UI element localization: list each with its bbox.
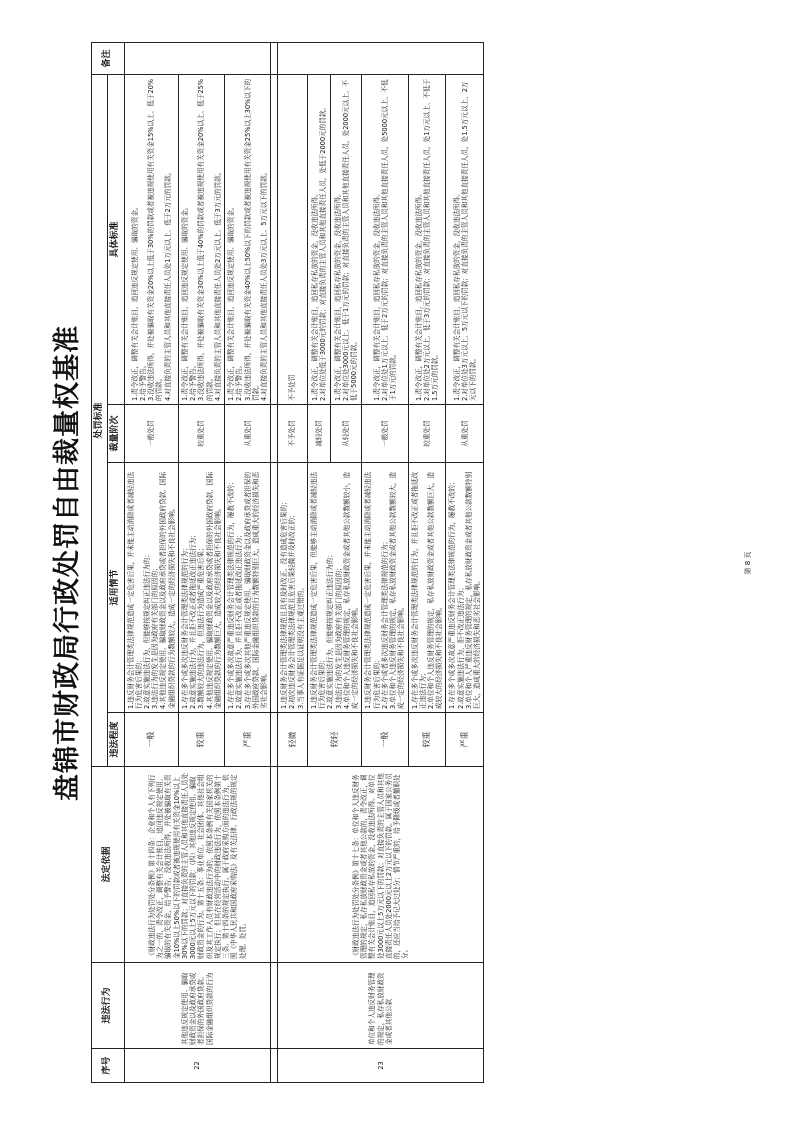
- header-remark: 备注: [91, 42, 124, 74]
- row23-general-level: 一般处罚: [361, 405, 407, 463]
- row23-grave-detail: 1.责令改正，调整有关会计账目，追回私存私放的资金，没收违法所得。 2.对单位处3万元以上、5万元以下的罚款；对直接负责的主管人员和其他直接责任人员，处1.5万元以上、2万元以下的罚款。: [445, 74, 483, 404]
- page-number: 第 8 页: [743, 551, 752, 575]
- header-level: 裁量阶次: [107, 405, 123, 463]
- row-separator: [270, 42, 277, 1082]
- header-standard: 处罚标准: [91, 74, 107, 766]
- header-act: 违法行为: [91, 963, 124, 1049]
- row23-act: 单位和个人违反财务管理的规定，私存私放财政资金或者其他公款: [277, 963, 483, 1049]
- row23-general-circumstance: 1.违反财务会计管理类法律规范造成一定危害后果，并未能主动消除或者减轻违法行为危害后果的； 2.存在多个或者多次违反财务会计管理类法律规范的行为； 3.单位和个人违反财务管理的规定，私存私放财政资金或者其他公款数额较大，造成一定的经济损失和不良社会影响。: [361, 463, 407, 713]
- row23-serious-circumstance: 1.存在多个或多次违反财务会计管理类法律规范的行为，并且拒不改正或者拖延改正违法行为； 2.单位和个人违反财务管理的规定，私存私放财政资金或者其他公款数额巨大，造成较大的经济损失和不良社会影响。: [408, 463, 446, 713]
- row23-minor-level: 不予处罚: [277, 405, 307, 463]
- row23-basis: 《财政违法行为处罚处分条例》第十七条：单位和个人违反财务管理的规定，私存私放财政资金或者其他公款的，责令改正，调整有关会计账目，追回私存私放的资金，没收违法所得。对单位处3000元以上5万元以下的罚款；对直接负责的主管人员和其他直接责任人员处2000元以上2万元以下的罚款。属于国家公务员的，还应当给予记大过处分；情节严重的，给予降级或者撤职处分。: [277, 767, 483, 963]
- row22-remark: [124, 42, 271, 74]
- page-title: 盘锦市财政局行政处罚自由裁量权基准: [51, 325, 83, 801]
- rotated-content: [39, 43, 759, 1083]
- table-row: [277, 42, 307, 1082]
- row22-grave-circumstance: 1.存在多个或多次故意严重违反财务会计管理类法律规范的行为，屡教不改的； 2.故意实施违法行为，并且拒不改正或者拖延改正违法行为； 3.存在多个或多次其他严重违反规定使用、骗取财政资金以及政府承贷或者担保的外国政府贷款、国际金融组织贷款的行为数额特别巨大，造成重大的经济损失和恶劣社会影响。: [224, 463, 270, 713]
- header-degree: 违法程度: [107, 713, 123, 767]
- row23-general-degree: 一般: [361, 713, 407, 767]
- row23-light-level-a: 减轻处罚: [307, 405, 330, 463]
- row23-minor-degree: 轻微: [277, 713, 307, 767]
- row23-serious-detail: 1.责令改正，调整有关会计账目，追回私存私放的资金，没收违法所得。 2.对单位处2万元以上、低于3万元的罚款；对直接负责的主管人员和其他直接责任人员，处1万元以上、不低于1.5万元的罚款。: [408, 74, 446, 404]
- row23-minor-detail: 不予处罚: [277, 74, 307, 404]
- row23-grave-degree: 严重: [445, 713, 483, 767]
- row23-light-circumstance: 1.违反财务会计管理类法律规范造成一定危害后果，但能够主动消除或者减轻违法行为危害后果的； 2.故意实施违法行为，但能够按规定纠正违法行为的； 3.违法行为的发生是因为政府有关部门的原因的； 4.单位和个人违反财务管理的规定，私存私放财政资金或者其他公款数额较小，造成一定的经济损失和不良社会影响。: [307, 463, 361, 713]
- row22-serious-circumstance: 1.存在多个或多次违反财务会计管理类法律规范的行为； 2.故意实施违法行为，并且拒不改正或者拖延改正违法行为； 3.数额较大的违法行为，但违法行为造成严重危害后果； 4.其他违反规定使用、骗取财政资金以及政府承贷或者担保的外国政府贷款、国际金融组织贷款的行为数额巨大，造成较大的经济损失和不良社会影响。: [178, 463, 224, 713]
- row22-general-circumstance: 1.违反财务会计管理类法律规范造成一定危害后果，并未能主动消除或者减轻违法行为危害后果的； 2.故意实施违法行为，但能够按规定纠正违法行为的； 3.违法行为的发生是因为政府有关部门的原因的； 4.其他违反规定使用、骗取财政资金以及政府承贷或者担保的外国政府贷款、国际金融组织贷款的行为数额较大，造成一定的经济损失和不良社会影响。: [124, 463, 178, 713]
- header-basis: 法定依据: [91, 767, 124, 963]
- row23-light-detail-b: 1.责令改正，调整有关会计账目，追回私存私放的资金，没收违法所得。 2.对单位处3000元以上、低于1万元的罚款；对直接负责的主管人员和其他直接责任人员，处2000元以上、不低于5000元的罚款。: [330, 74, 362, 404]
- table-row: [124, 42, 178, 1082]
- row22-grave-detail: 1.责令改正，调整有关会计账目，追回违反规定使用、骗取的资金。 2.给予警告。 3.没收违法所得，并处被骗取有关资金40%以上50%以下的罚款或者被违规使用有关资金25%以上30%以下的罚款。 4.对直接负责的主管人员和其他直接责任人员处3万元以上、5万元以下的罚款。: [224, 74, 270, 404]
- row22-grave-level: 从重处罚: [224, 405, 270, 463]
- penalty-table: [91, 42, 484, 1083]
- row22-serious-degree: 较重: [178, 713, 224, 767]
- row23-serious-level: 较重处罚: [408, 405, 446, 463]
- header-detail: 具体标准: [107, 74, 123, 404]
- row22-general-detail: 1.责令改正，调整有关会计账目，追回违反规定使用、骗取的资金。 2.给予警告。 3.没收违法所得，并处被骗取有关资金20%以上低于30%的罚款或者被违规使用有关资金15%以上、低于20%的罚款。 4.对直接负责的主管人员和其他直接责任人员处1万元以上、低于2万元的罚款。: [124, 74, 178, 404]
- row23-light-detail-a: 1.责令改正，调整有关会计账目，追回私存私放的资金，没收违法所得。 2.对单位处低于3000元的罚款；对直接负责的主管人员和其他直接责任人员，处低于2000元的罚款。: [307, 74, 330, 404]
- row23-seq: 23: [277, 1049, 483, 1083]
- row22-serious-level: 较重处罚: [178, 405, 224, 463]
- row22-serious-detail: 1.责令改正，调整有关会计账目，追回违反规定使用、骗取的资金。 2.给予警告。 3.没收违法所得，并处被骗取有关资金30%以上低于40%的罚款或者被违规使用有关资金20%以上、低于25%的罚款。 4.对直接负责的主管人员和其他直接责任人员处2万元以上、低于3万元的罚款。: [178, 74, 224, 404]
- row22-basis: 《财政违法行为处罚处分条例》第十四条：企业和个人有下列行为之一的，责令改正，调整有关会计账目，追回违反规定使用、骗取的有关资金，给予警告，没收违法所得，并处被骗取有关资金10%以上50%以下的罚款或者被违规使用有关资金10%以上30%以下的罚款；对直接负责的主管人员和其他直接责任人员处3000元以上5万元以下的罚款：（四）其他违反规定使用、骗取财政资金的行为。第十五条：事业单位、社会团体、其他社会组织及其工作人员有财政违法行为的，依照本条例有关国家机关的规定执行；但其在经营活动中的财政违法行为，依照本条例第十三条、第十四条的规定执行。属于政府采购方面的违法行为，依照《中华人民共和国政府采购法》及有关法律、行政法规的规定处理、处罚。: [124, 767, 271, 963]
- row23-remark: [277, 42, 483, 74]
- row22-general-level: 一般处罚: [124, 405, 178, 463]
- row23-grave-circumstance: 1.存在多个或多次故意严重违反财务会计管理类法律规范的行为，屡教不改的； 2.故意实施违法行为，拒不改正违法行为； 3.单位和个人严重违反财务管理的规定，私存私放财政资金或者其他公款数额特别巨大，造成重大的经济损失和恶劣社会影响。: [445, 463, 483, 713]
- row23-light-degree: 较轻: [307, 713, 361, 767]
- header-row-1: [91, 42, 107, 1082]
- header-seq: 序号: [91, 1049, 124, 1083]
- header-circumstance: 适用情节: [107, 463, 123, 713]
- row22-grave-degree: 严重: [224, 713, 270, 767]
- row22-general-degree: 一般: [124, 713, 178, 767]
- row23-serious-degree: 较重: [408, 713, 446, 767]
- row22-seq: 22: [124, 1049, 271, 1083]
- row22-act: 其他违反规定使用、骗取财政资金以及政府承贷或者担保的外国政府贷款、国际金融组织贷款的行为: [124, 963, 271, 1049]
- row23-grave-level: 从重处罚: [445, 405, 483, 463]
- row23-minor-circumstance: 1.违反财务会计管理类法律规范且具有及时改正、没有造成危害后果的； 2.初次违反财务会计管理类法律规范且危害后果轻微并及时改正的； 3.当事人有证据足以证明没有主观过错的。: [277, 463, 307, 713]
- row23-general-detail: 1.责令改正，调整有关会计账目，追回私存私放的资金，没收违法所得。 2.对单位处1万元以上、低于2万元的罚款；对直接负责的主管人员和其他直接责任人员，处5000元以上、不低于1万元的罚款。: [361, 74, 407, 404]
- row23-light-level-b: 从轻处罚: [330, 405, 362, 463]
